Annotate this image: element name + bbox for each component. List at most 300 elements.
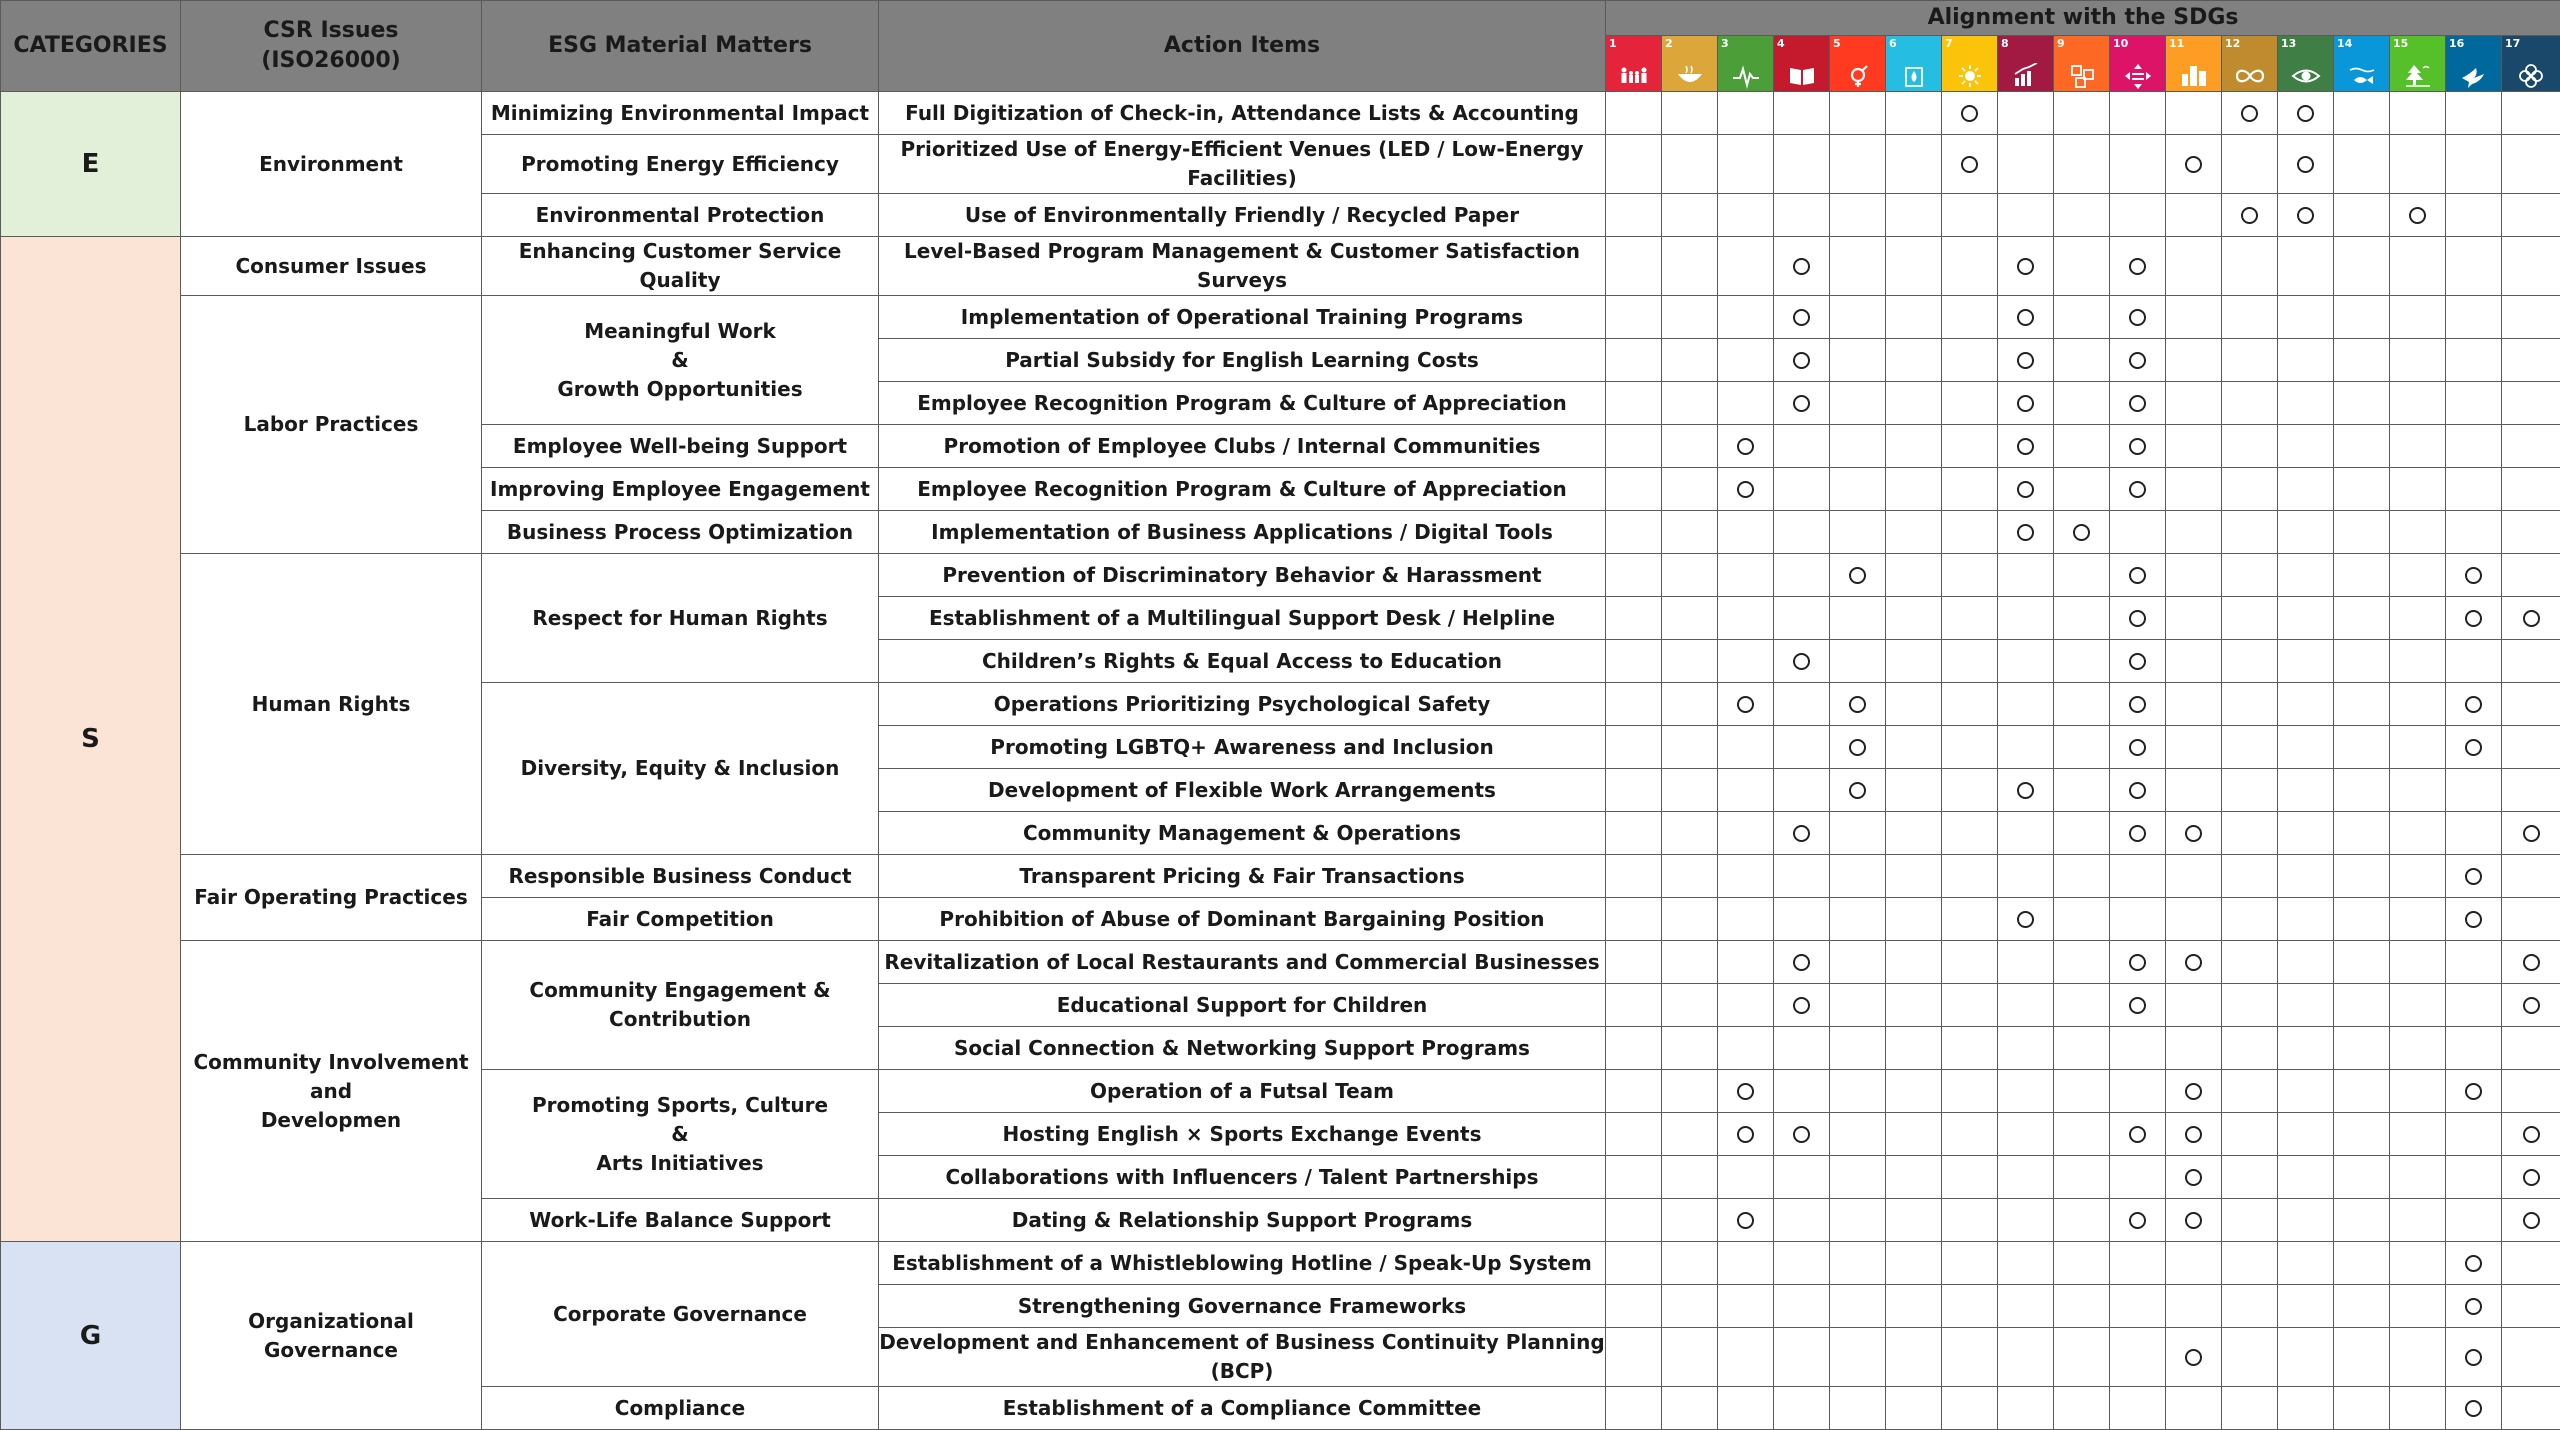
sdg-8-mark-cell [1998,296,2054,339]
alignment-circle-icon [2465,739,2482,756]
alignment-circle-icon [1849,696,1866,713]
sdg-7-mark-cell [1942,1387,1998,1430]
csr-issue-cell: Organizational Governance [181,1242,482,1430]
sdg-6-mark-cell [1886,194,1942,237]
sdg-goal-number: 13 [2281,38,2296,50]
sdg-4-mark-cell [1774,1285,1830,1328]
sdg-11-mark-cell [2166,1027,2222,1070]
csr-issue-cell: Human Rights [181,554,482,855]
sdg-12-mark-cell [2222,683,2278,726]
esg-body [1,92,2560,1430]
sdg-goal-1-header [1606,36,1662,92]
sdg-goal-12-header [2222,36,2278,92]
sdg-goal-7-tile [1942,36,1997,91]
sdg-1-mark-cell [1606,640,1662,683]
sdg-goal-9-tile [2054,36,2109,91]
sdg-goal-10-tile [2110,36,2165,91]
sdg-7-mark-cell [1942,511,1998,554]
sdg-goal-3-header [1718,36,1774,92]
sdg-6-mark-cell [1886,683,1942,726]
alignment-circle-icon [2129,997,2146,1014]
alignment-circle-icon [1737,1083,1754,1100]
sdg-13-mark-cell [2278,1070,2334,1113]
infinity-loop-icon [2235,63,2265,89]
sdg-15-mark-cell [2390,1387,2446,1430]
sdg-13-mark-cell [2278,1328,2334,1387]
sdg-goal-3-tile [1718,36,1773,91]
sdg-8-mark-cell [1998,339,2054,382]
alignment-circle-icon [2465,1083,2482,1100]
sdg-goal-9-header [2054,36,2110,92]
sdg-16-mark-cell [2446,769,2502,812]
sdg-8-mark-cell [1998,425,2054,468]
sdg-1-mark-cell [1606,1156,1662,1199]
sdg-5-mark-cell [1830,1113,1886,1156]
sdg-6-mark-cell [1886,769,1942,812]
sdg-16-mark-cell [2446,237,2502,296]
sdg-1-mark-cell [1606,1387,1662,1430]
sdg-13-mark-cell [2278,726,2334,769]
alignment-circle-icon [1961,105,1978,122]
sdg-1-mark-cell [1606,855,1662,898]
sdg-14-mark-cell [2334,726,2390,769]
sdg-1-mark-cell [1606,237,1662,296]
sdg-14-mark-cell [2334,1113,2390,1156]
sdg-1-mark-cell [1606,812,1662,855]
sdg-16-mark-cell [2446,468,2502,511]
sdg-9-mark-cell [2054,468,2110,511]
sdg-7-mark-cell [1942,941,1998,984]
sdg-8-mark-cell [1998,726,2054,769]
sdg-11-mark-cell [2166,1113,2222,1156]
cell-line: & [482,346,878,375]
sdg-13-mark-cell [2278,1027,2334,1070]
cell-line: Arts Initiatives [482,1149,878,1178]
sdg-12-mark-cell [2222,468,2278,511]
sdg-13-mark-cell [2278,941,2334,984]
sdg-11-mark-cell [2166,812,2222,855]
sdg-3-mark-cell [1718,898,1774,941]
action-item-cell: Implementation of Business Applications / Digital Tools [879,511,1606,554]
sdg-7-mark-cell [1942,339,1998,382]
sdg-12-mark-cell [2222,1242,2278,1285]
sdg-8-mark-cell [1998,237,2054,296]
sdg-16-mark-cell [2446,984,2502,1027]
esg-matter-cell: Minimizing Environmental Impact [482,92,879,135]
csr-issue-cell [181,941,482,1242]
alignment-circle-icon [2129,610,2146,627]
sdg-goal-number: 7 [1945,38,1953,50]
sdg-goal-16-header [2446,36,2502,92]
action-item-cell: Social Connection & Networking Support Programs [879,1027,1606,1070]
sdg-15-mark-cell [2390,237,2446,296]
esg-matter-cell [482,1070,879,1199]
sdg-6-mark-cell [1886,1242,1942,1285]
sdg-goal-11-tile [2166,36,2221,91]
alignment-circle-icon [1737,1126,1754,1143]
sdg-17-mark-cell [2502,511,2560,554]
sdg-6-mark-cell [1886,1113,1942,1156]
action-item-cell: Prevention of Discriminatory Behavior & Harassment [879,554,1606,597]
sdg-12-mark-cell [2222,237,2278,296]
sdg-goal-16-tile [2446,36,2501,91]
sdg-2-mark-cell [1662,855,1718,898]
sdg-12-mark-cell [2222,1328,2278,1387]
action-item-cell: Partial Subsidy for English Learning Costs [879,339,1606,382]
cell-line: Community Engagement & [482,976,878,1005]
sdg-5-mark-cell [1830,683,1886,726]
header-categories: CATEGORIES [1,1,181,92]
sdg-goal-5-tile [1830,36,1885,91]
alignment-circle-icon [2185,825,2202,842]
sdg-7-mark-cell [1942,640,1998,683]
alignment-circle-icon [2465,1400,2482,1417]
sdg-12-mark-cell [2222,296,2278,339]
sdg-11-mark-cell [2166,92,2222,135]
sdg-4-mark-cell [1774,554,1830,597]
sdg-7-mark-cell [1942,597,1998,640]
cell-line: and [181,1077,481,1106]
sdg-2-mark-cell [1662,135,1718,194]
sdg-5-mark-cell [1830,855,1886,898]
sdg-12-mark-cell [2222,855,2278,898]
sdg-15-mark-cell [2390,1199,2446,1242]
sdg-17-mark-cell [2502,92,2560,135]
esg-matter-cell: Respect for Human Rights [482,554,879,683]
bowl-icon [1675,63,1705,89]
sdg-13-mark-cell [2278,984,2334,1027]
sdg-4-mark-cell [1774,1113,1830,1156]
sdg-7-mark-cell [1942,1242,1998,1285]
sdg-17-mark-cell [2502,339,2560,382]
sdg-4-mark-cell [1774,769,1830,812]
sdg-goal-number: 8 [2001,38,2009,50]
sdg-4-mark-cell [1774,984,1830,1027]
sdg-1-mark-cell [1606,1070,1662,1113]
alignment-circle-icon [2017,782,2034,799]
sdg-14-mark-cell [2334,898,2390,941]
sdg-5-mark-cell [1830,339,1886,382]
alignment-circle-icon [2465,1349,2482,1366]
alignment-circle-icon [2129,653,2146,670]
sdg-17-mark-cell [2502,855,2560,898]
sdg-3-mark-cell [1718,554,1774,597]
sdg-2-mark-cell [1662,1199,1718,1242]
esg-matter-cell: Enhancing Customer Service Quality [482,237,879,296]
sdg-2-mark-cell [1662,511,1718,554]
sdg-goal-1-tile [1606,36,1661,91]
sdg-7-mark-cell [1942,855,1998,898]
sdg-13-mark-cell [2278,812,2334,855]
sdg-3-mark-cell [1718,1285,1774,1328]
sdg-14-mark-cell [2334,468,2390,511]
action-item-cell: Establishment of a Compliance Committee [879,1387,1606,1430]
esg-matter-cell: Corporate Governance [482,1242,879,1387]
sdg-3-mark-cell [1718,640,1774,683]
sdg-17-mark-cell [2502,1328,2560,1387]
category-cell-e: E [1,92,181,237]
sdg-2-mark-cell [1662,812,1718,855]
alignment-circle-icon [1793,1126,1810,1143]
sdg-9-mark-cell [2054,194,2110,237]
sdg-6-mark-cell [1886,1027,1942,1070]
sdg-17-mark-cell [2502,135,2560,194]
alignment-circle-icon [2523,1212,2540,1229]
partnership-flower-icon [2516,63,2546,89]
sdg-8-mark-cell [1998,1156,2054,1199]
alignment-circle-icon [2129,258,2146,275]
sdg-8-mark-cell [1998,941,2054,984]
sdg-goal-number: 16 [2449,38,2464,50]
sdg-4-mark-cell [1774,1070,1830,1113]
sdg-10-mark-cell [2110,769,2166,812]
sdg-14-mark-cell [2334,1285,2390,1328]
sdg-12-mark-cell [2222,941,2278,984]
sdg-7-mark-cell [1942,898,1998,941]
sdg-11-mark-cell [2166,597,2222,640]
alignment-circle-icon [2523,997,2540,1014]
sdg-15-mark-cell [2390,640,2446,683]
sdg-16-mark-cell [2446,898,2502,941]
sdg-1-mark-cell [1606,135,1662,194]
sdg-5-mark-cell [1830,984,1886,1027]
sdg-goal-number: 6 [1889,38,1897,50]
sdg-3-mark-cell [1718,296,1774,339]
sdg-9-mark-cell [2054,1070,2110,1113]
sdg-15-mark-cell [2390,1328,2446,1387]
sdg-4-mark-cell [1774,425,1830,468]
alignment-circle-icon [1737,1212,1754,1229]
growth-chart-icon [2011,63,2041,89]
sdg-16-mark-cell [2446,425,2502,468]
alignment-circle-icon [1737,696,1754,713]
sdg-10-mark-cell [2110,855,2166,898]
sdg-3-mark-cell [1718,382,1774,425]
sdg-4-mark-cell [1774,237,1830,296]
sdg-6-mark-cell [1886,1199,1942,1242]
sdg-10-mark-cell [2110,1027,2166,1070]
sdg-4-mark-cell [1774,135,1830,194]
sdg-16-mark-cell [2446,726,2502,769]
fish-waves-icon [2347,63,2377,89]
sdg-goal-number: 14 [2337,38,2352,50]
sdg-13-mark-cell [2278,511,2334,554]
sdg-3-mark-cell [1718,339,1774,382]
alignment-circle-icon [2409,207,2426,224]
sdg-4-mark-cell [1774,640,1830,683]
cell-line: Promoting Sports, Culture [482,1091,878,1120]
sdg-13-mark-cell [2278,769,2334,812]
cell-line: Community Involvement [181,1048,481,1077]
sdg-17-mark-cell [2502,726,2560,769]
sdg-10-mark-cell [2110,135,2166,194]
cell-line: Contribution [482,1005,878,1034]
sdg-10-mark-cell [2110,468,2166,511]
sdg-14-mark-cell [2334,1242,2390,1285]
sdg-7-mark-cell [1942,726,1998,769]
sdg-1-mark-cell [1606,1285,1662,1328]
sdg-13-mark-cell [2278,339,2334,382]
sdg-9-mark-cell [2054,1156,2110,1199]
sdg-7-mark-cell [1942,135,1998,194]
sdg-5-mark-cell [1830,1285,1886,1328]
sdg-12-mark-cell [2222,339,2278,382]
sdg-6-mark-cell [1886,1070,1942,1113]
action-item-cell: Full Digitization of Check-in, Attendance Lists & Accounting [879,92,1606,135]
sdg-6-mark-cell [1886,855,1942,898]
sdg-8-mark-cell [1998,1113,2054,1156]
sdg-5-mark-cell [1830,597,1886,640]
sdg-15-mark-cell [2390,1285,2446,1328]
sdg-10-mark-cell [2110,237,2166,296]
header-esg-matters: ESG Material Matters [482,1,879,92]
sdg-goal-7-header [1942,36,1998,92]
sdg-17-mark-cell [2502,1156,2560,1199]
sdg-10-mark-cell [2110,1070,2166,1113]
sdg-9-mark-cell [2054,92,2110,135]
alignment-circle-icon [2241,105,2258,122]
sdg-3-mark-cell [1718,468,1774,511]
sdg-14-mark-cell [2334,1328,2390,1387]
sdg-6-mark-cell [1886,382,1942,425]
sdg-13-mark-cell [2278,194,2334,237]
alignment-circle-icon [2017,258,2034,275]
sdg-10-mark-cell [2110,194,2166,237]
sdg-goal-4-header [1774,36,1830,92]
sdg-10-mark-cell [2110,296,2166,339]
sdg-8-mark-cell [1998,135,2054,194]
alignment-circle-icon [2129,1212,2146,1229]
sdg-2-mark-cell [1662,1156,1718,1199]
sdg-1-mark-cell [1606,468,1662,511]
sdg-12-mark-cell [2222,92,2278,135]
sdg-14-mark-cell [2334,640,2390,683]
sdg-13-mark-cell [2278,237,2334,296]
sdg-11-mark-cell [2166,1328,2222,1387]
sdg-16-mark-cell [2446,597,2502,640]
alignment-circle-icon [2017,524,2034,541]
sdg-6-mark-cell [1886,941,1942,984]
sdg-2-mark-cell [1662,1328,1718,1387]
alignment-circle-icon [2129,481,2146,498]
alignment-circle-icon [1849,782,1866,799]
sdg-4-mark-cell [1774,1156,1830,1199]
sdg-17-mark-cell [2502,898,2560,941]
sdg-15-mark-cell [2390,726,2446,769]
sdg-13-mark-cell [2278,597,2334,640]
sdg-goal-number: 15 [2393,38,2408,50]
action-item-cell: Hosting English × Sports Exchange Events [879,1113,1606,1156]
alignment-circle-icon [2129,395,2146,412]
sdg-8-mark-cell [1998,1242,2054,1285]
sdg-11-mark-cell [2166,135,2222,194]
action-item-cell: Level-Based Program Management & Customer Satisfaction Surveys [879,237,1606,296]
sdg-10-mark-cell [2110,898,2166,941]
action-item-cell: Establishment of a Whistleblowing Hotline / Speak-Up System [879,1242,1606,1285]
sdg-11-mark-cell [2166,1242,2222,1285]
sdg-5-mark-cell [1830,898,1886,941]
sdg-1-mark-cell [1606,1027,1662,1070]
sdg-11-mark-cell [2166,382,2222,425]
sdg-9-mark-cell [2054,1285,2110,1328]
sdg-6-mark-cell [1886,296,1942,339]
sdg-15-mark-cell [2390,1156,2446,1199]
sdg-17-mark-cell [2502,1387,2560,1430]
sdg-5-mark-cell [1830,1070,1886,1113]
sdg-1-mark-cell [1606,1199,1662,1242]
sdg-16-mark-cell [2446,1027,2502,1070]
cell-line: Developmen [181,1106,481,1135]
sdg-5-mark-cell [1830,812,1886,855]
alignment-circle-icon [2523,825,2540,842]
sdg-9-mark-cell [2054,237,2110,296]
sdg-16-mark-cell [2446,135,2502,194]
sdg-3-mark-cell [1718,812,1774,855]
sdg-3-mark-cell [1718,726,1774,769]
alignment-circle-icon [2185,1349,2202,1366]
action-item-cell: Operations Prioritizing Psychological Safety [879,683,1606,726]
esg-matter-cell: Responsible Business Conduct [482,855,879,898]
esg-matter-cell: Work-Life Balance Support [482,1199,879,1242]
sdg-3-mark-cell [1718,984,1774,1027]
table-row [1,296,2560,339]
sdg-16-mark-cell [2446,296,2502,339]
sdg-6-mark-cell [1886,92,1942,135]
cell-line: Growth Opportunities [482,375,878,404]
sdg-1-mark-cell [1606,941,1662,984]
sdg-goal-number: 17 [2505,38,2520,50]
sdg-15-mark-cell [2390,597,2446,640]
sdg-5-mark-cell [1830,1387,1886,1430]
sdg-2-mark-cell [1662,92,1718,135]
dove-icon [2459,63,2489,89]
sdg-7-mark-cell [1942,468,1998,511]
sdg-11-mark-cell [2166,1070,2222,1113]
sdg-15-mark-cell [2390,812,2446,855]
table-row [1,92,2560,135]
sdg-5-mark-cell [1830,1242,1886,1285]
sdg-12-mark-cell [2222,1027,2278,1070]
sdg-14-mark-cell [2334,511,2390,554]
sdg-5-mark-cell [1830,1199,1886,1242]
alignment-circle-icon [2523,1169,2540,1186]
sdg-17-mark-cell [2502,941,2560,984]
sdg-11-mark-cell [2166,296,2222,339]
sdg-17-mark-cell [2502,769,2560,812]
sdg-14-mark-cell [2334,554,2390,597]
sdg-15-mark-cell [2390,194,2446,237]
sdg-9-mark-cell [2054,597,2110,640]
sdg-7-mark-cell [1942,554,1998,597]
alignment-circle-icon [2129,352,2146,369]
alignment-circle-icon [2185,156,2202,173]
sdg-7-mark-cell [1942,1027,1998,1070]
sdg-2-mark-cell [1662,382,1718,425]
alignment-circle-icon [2241,207,2258,224]
sdg-8-mark-cell [1998,511,2054,554]
sdg-11-mark-cell [2166,468,2222,511]
action-item-cell: Prioritized Use of Energy-Efficient Venues (LED / Low-Energy Facilities) [879,135,1606,194]
sdg-goal-number: 2 [1665,38,1673,50]
sdg-6-mark-cell [1886,984,1942,1027]
sdg-8-mark-cell [1998,382,2054,425]
sdg-4-mark-cell [1774,511,1830,554]
sdg-4-mark-cell [1774,194,1830,237]
sdg-15-mark-cell [2390,984,2446,1027]
sdg-8-mark-cell [1998,597,2054,640]
csr-issue-cell: Fair Operating Practices [181,855,482,941]
sdg-6-mark-cell [1886,135,1942,194]
